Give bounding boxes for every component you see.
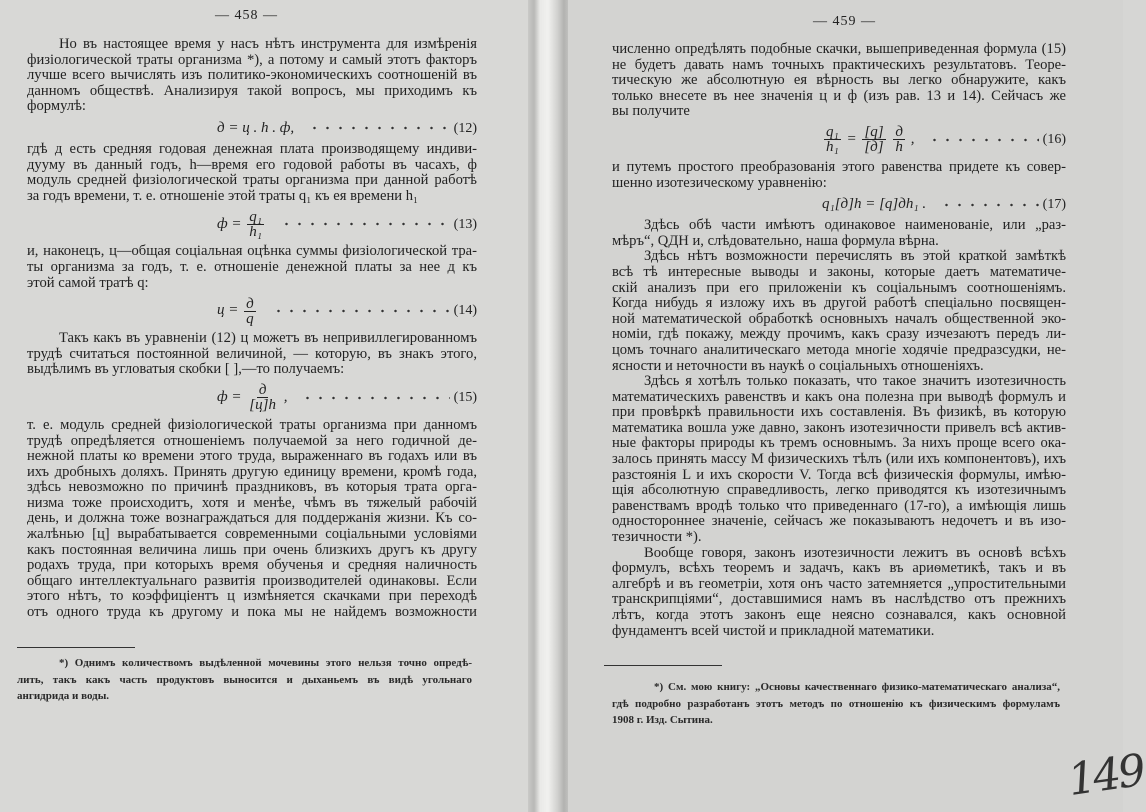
text-line: мѣръ“, QДН и, слѣдовательно, наша формула вѣрна. [612, 232, 939, 249]
text-line: отъ одного труда къ другому и пока мы не найдемъ возможности [27, 604, 477, 621]
paragraph [612, 374, 1066, 546]
text-line: общаго интеллектуальнаго развитія производителей одинаковы. Если [27, 572, 477, 589]
handwritten-archive-number: 149 [1064, 745, 1146, 806]
text-line: за годъ времени, т. е. отношеніе этой траты q₁ къ ея времени h₁ [27, 187, 419, 204]
text-line: здѣсь невозможно по причинѣ праздниковъ, въ которыя трата орга- [27, 479, 477, 496]
text-line: лѣтъ, когда этотъ законъ еще неясно сознавался, какъ основной [612, 607, 1066, 623]
text-line: Здѣсь обѣ части имѣютъ одинаковое наименованіе, или „раз- [644, 217, 1066, 234]
paragraph [27, 37, 477, 115]
equation-text: ц = [217, 302, 243, 319]
equation-number: (13) [453, 216, 477, 232]
text-line: день, и должна тоже вознаграждаться для поддержанія жизни. Къ со- [27, 510, 477, 527]
footnote [17, 655, 472, 705]
text-line: только внесете въ нее значенія ц и ф (изъ рав. 13 и 14). Сейчасъ же [612, 87, 1066, 104]
text-line: номіи, гдѣ покажу, между прочимъ, какъ сразу изчезаютъ передъ ли- [612, 326, 1066, 343]
text-line: ные факторы природы къ тремъ основнымъ. За нихъ проще всего ока- [612, 435, 1066, 452]
text-line: нежной платы ко времени этого труда, выраженнаго въ годахъ или въ [27, 448, 477, 465]
fraction [824, 125, 841, 154]
fraction-denominator: [ц]h [249, 397, 276, 414]
text-line: Здѣсь нѣтъ возможности перечислять въ этой краткой замѣткѣ [644, 248, 1066, 265]
equation [612, 120, 1066, 160]
equation-text: , [279, 389, 288, 406]
paragraph [612, 160, 1066, 191]
dotted-leader [272, 308, 450, 314]
equation-text: д = ц . h . ф, [217, 119, 295, 136]
text-line: вы получите [612, 103, 690, 120]
equation-number: (17) [1042, 196, 1066, 212]
fraction-numerator: д [258, 382, 267, 399]
equation [612, 191, 1066, 218]
text-line: трудѣ считаться постоянной величиной, — которую, въ знакъ этого, [27, 345, 477, 362]
text-line: т. е. модуль средней физіологической траты организма при данномъ [27, 416, 477, 433]
paragraph [612, 42, 1066, 120]
dotted-leader [280, 221, 450, 227]
text-line: модуль средней физіологической траты организма при данной работѣ [27, 172, 477, 189]
text-line: дууму въ данный годъ, h—время его годовой работы въ часахъ, ф [27, 156, 477, 173]
equation-expression [217, 383, 287, 412]
text-line: и, наконецъ, ц—общая соціальная оцѣнка суммы физіологической тра- [27, 243, 477, 260]
text-line: фундаментъ всей чистой и прикладной математики. [612, 622, 935, 639]
right-page [568, 0, 1123, 812]
text-line: транскрипціями“, доставшимися намъ въ наслѣдство отъ прежнихъ [612, 591, 1066, 608]
equation [27, 378, 477, 418]
text-line: шенно изотезическому уравненію: [612, 174, 827, 191]
equation-text: , [906, 131, 915, 148]
text-line: физіологической траты организма *), а потому и самый этотъ факторъ [27, 51, 477, 68]
dotted-leader [928, 137, 1038, 143]
text-line: формулѣ: [27, 98, 86, 115]
text-line: всѣ тѣ интересные выводы и законы, которые даетъ математиче- [612, 263, 1066, 280]
text-line: цомъ точнаго аналитическаго метода многіе ходячіе предразсудки, не- [612, 341, 1066, 358]
paragraph [612, 218, 1066, 249]
text-line: низма тоже происходитъ, хотя и менѣе, чѣмъ въ тяжелый рабочій [27, 494, 477, 511]
page-body [27, 37, 477, 621]
dotted-leader [301, 395, 449, 401]
text-line: и путемъ простого преобразованія этого равенства придете къ совер- [612, 158, 1066, 175]
text-line: выдѣлимъ въ угловатыя скобки [ ],—то получаемъ: [27, 361, 345, 378]
fraction-numerator: q₁ [249, 208, 262, 225]
fraction-numerator: [q] [864, 124, 884, 141]
text-line: равенствамъ вродѣ только что приведеннаго (17-го), а имѣющія лишь [612, 497, 1066, 514]
text-line: математика вошла уже давно, законъ изотезичности привелъ всѣ актив- [612, 419, 1066, 436]
page-body [612, 42, 1066, 639]
fraction-denominator: [д] [864, 139, 884, 156]
text-line: лучше всего вычислять изъ политико-экономическихъ соотношеній въ [27, 67, 477, 84]
text-line: скій анализъ при его приложеніи къ соціальнымъ соотношеніямъ. [612, 279, 1066, 296]
equation-text [888, 132, 892, 148]
fraction-denominator: q [246, 310, 254, 327]
equation-expression [217, 121, 294, 137]
page-number: — 458 — [215, 8, 278, 23]
equation-expression [822, 125, 914, 154]
text-line: Когда нибудь я изложу ихъ въ другой работѣ спеціально посвящен- [612, 295, 1066, 312]
fraction [244, 297, 256, 326]
equation [27, 291, 477, 331]
equation-text: q₁[д]h = [q]дh₁ . [822, 195, 927, 212]
text-line: гдѣ д есть средняя годовая денежная плата производящему индиви- [27, 140, 477, 157]
equation-expression [217, 297, 258, 326]
footnote-line: *) Однимъ количествомъ выдѣленной мочевины этого нельзя точно опредѣ- [59, 657, 472, 669]
fraction-denominator: h₁ [249, 223, 262, 240]
text-line: Но въ настоящее время у насъ нѣтъ инструмента для измѣренія [59, 36, 477, 52]
footnote-line: 1908 г. Изд. Сытина. [612, 714, 713, 726]
equation [27, 204, 477, 244]
text-line: одностороннее значеніе, сейчасъ же показываютъ недочетъ и въ изо- [612, 513, 1066, 530]
fraction-numerator: q₁ [826, 124, 839, 141]
fraction-numerator: д [246, 295, 254, 312]
text-line: трудѣ опредѣляется отношеніемъ получаемой за него годичной де- [27, 432, 477, 449]
book-spine [528, 0, 570, 812]
dotted-leader [940, 202, 1039, 208]
equation-text: ф = [217, 215, 246, 232]
equation-text: ф = [217, 389, 246, 406]
text-line: ты организма за годъ, т. е. отношеніе денежной платы за нее д къ [27, 258, 477, 275]
fraction-denominator: h [895, 139, 903, 156]
text-line: какъ постоянная величина лишь при очень близкихъ другъ къ другу [27, 541, 477, 558]
text-line: ясности и неточности въ наукѣ о соціальныхъ отношеніяхъ. [612, 357, 984, 374]
equation-number: (12) [453, 120, 477, 136]
text-line: этого нѣтъ, то коэффиціентъ ц измѣняется скачками при переходѣ [27, 588, 477, 605]
text-line: алгебрѣ и въ геометріи, хотя онъ часто затемняется „упростительными [612, 575, 1066, 592]
text-line: родахъ труда, при которыхъ время обученья и средняя наличность [27, 557, 477, 574]
text-line: разстоянія L и ихъ скорости V. Тогда всѣ физическія формулы, имѣю- [612, 466, 1066, 483]
footnote-line: *) См. мою книгу: „Основы качественнаго физико-математическаго анализа“, [654, 681, 1060, 693]
footnote-line: гдѣ подробно разработанъ этотъ методъ по отношенію къ физическимъ формуламъ [612, 697, 1060, 710]
text-line: численно опредѣлять подобные скачки, вышеприведенная формула (15) [612, 41, 1066, 57]
fraction [862, 125, 885, 154]
left-page [0, 0, 530, 812]
equation-number: (15) [453, 390, 477, 406]
footnote-line: лить, такъ какъ часть продуктовъ выносится и дыханьемъ въ видѣ угольнаго [17, 673, 472, 686]
text-line: залось принять массу M физическихъ тѣлъ (или ихъ компонентовъ), ихъ [612, 451, 1066, 468]
fraction [247, 383, 278, 412]
text-line: этой самой тратѣ q: [27, 274, 149, 291]
text-line: при провѣркѣ правильности ихъ составленія. Въ физикѣ, въ которую [612, 404, 1066, 421]
text-line: щія абсолютную справедливость, легко приводятся къ изотезичнымъ [612, 482, 1066, 499]
equation-number: (16) [1042, 132, 1066, 148]
paragraph [612, 249, 1066, 374]
equation-expression [217, 210, 266, 239]
paragraph [27, 331, 477, 378]
paragraph [27, 244, 477, 291]
text-line: Вообще говоря, законъ изотезичности лежитъ въ основѣ всѣхъ [644, 544, 1066, 561]
fraction [893, 125, 905, 154]
text-line: Здѣсь я хотѣлъ только показать, что такое значитъ изотезичность [644, 373, 1066, 390]
text-line: жалѣнью [ц] вырабатывается современными соціальными условіями [27, 526, 477, 543]
equation-text: = [842, 131, 861, 148]
text-line: тезичности *). [612, 529, 702, 546]
text-line: ной математической обработкѣ основныхъ началъ общественной эко- [612, 310, 1066, 327]
dotted-leader [308, 125, 450, 131]
paragraph [612, 546, 1066, 640]
fraction-denominator: h₁ [826, 139, 839, 156]
equation-expression [822, 197, 926, 213]
paragraph [27, 418, 477, 621]
footnote [612, 679, 1060, 729]
footnote-rule [604, 665, 722, 666]
text-line: не будетъ давать намъ точныхъ практическихъ результатовъ. Теоре- [612, 56, 1066, 73]
page-number: — 459 — [813, 14, 876, 29]
equation [27, 115, 477, 142]
footnote-line: ангидрида и воды. [17, 690, 110, 702]
equation-number: (14) [453, 303, 477, 319]
fraction-numerator: д [895, 124, 903, 141]
text-line: данномъ обществѣ. Анализируя такой вопросъ, мы приходимъ къ [27, 82, 477, 99]
text-line: математическихъ равенствъ и какъ она полезна при выводѣ формулъ и [612, 388, 1066, 405]
footnote-rule [17, 647, 135, 648]
paragraph [27, 142, 477, 204]
text-line: тическую же абсолютную ея вѣрность вы легко обнаружите, какъ [612, 72, 1066, 89]
text-line: формулъ, всѣхъ теоремъ и задачъ, какъ въ ариѳметикѣ, такъ и въ [612, 560, 1066, 577]
text-line: ихъ дробныхъ доляхъ. Принять другую единицу времени, кромѣ года, [27, 463, 477, 480]
fraction [247, 210, 264, 239]
text-line: Такъ какъ въ уравненіи (12) ц можетъ въ непривиллегированномъ [59, 330, 477, 347]
